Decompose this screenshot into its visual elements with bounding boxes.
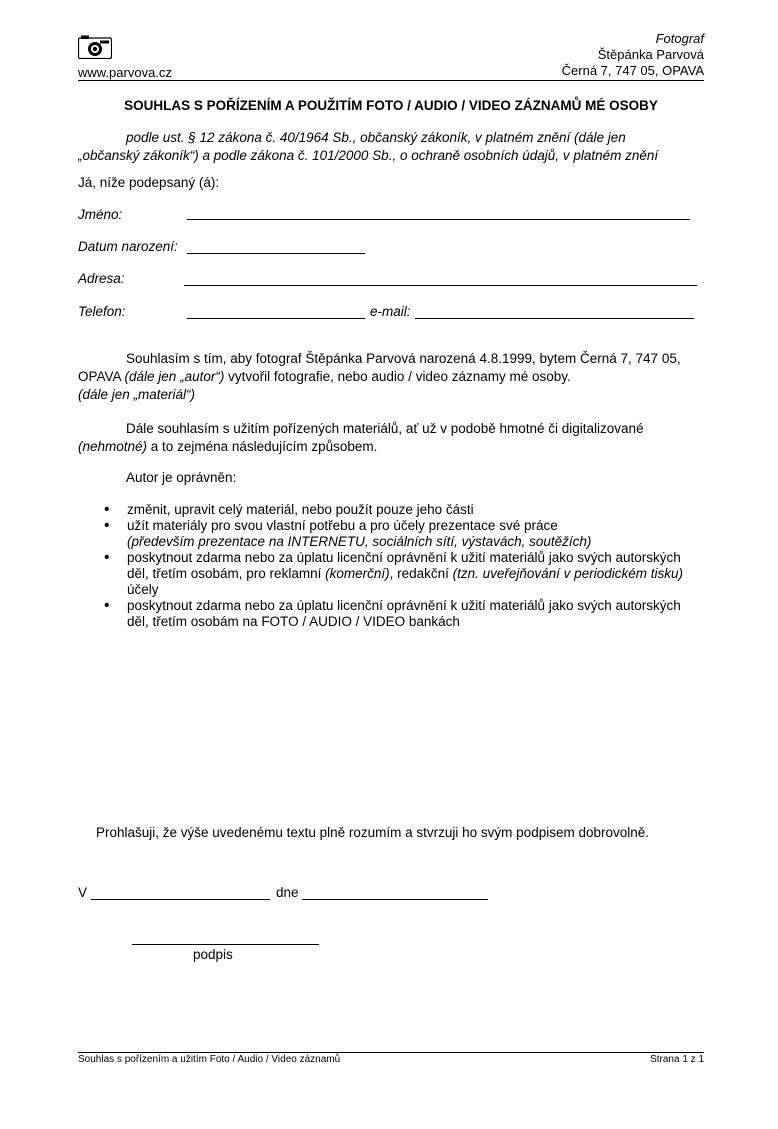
signature-field[interactable] [132,944,319,945]
name-field[interactable] [187,219,690,220]
header-address: Černá 7, 747 05, OPAVA [561,63,704,78]
header-contact [562,31,704,79]
place-label: V [78,885,88,900]
list-item: • poskytnout zdarma nebo za úplatu licenční oprávnění k užití materiálů jako svých autorských děl, třetím osobám na FOTO / AUDIO / VIDEO bankách [78,598,704,630]
list-item: • poskytnout zdarma nebo za úplatu licenční oprávnění k užití materiálů jako svých autorských děl, třetím osobám, pro reklamní (komerční), redakční (tzn. uveřejňování v periodickém tisku) účely [78,550,704,598]
consent-paragraph: Souhlasím s tím, aby fotograf Štěpánka Parvová narozená 4.8.1999, bytem Černá 7, 747 05, OPAVA (dále jen „autor“) vytvořil fotografie, nebo audio / video záznamy mé osoby. (dále jen „materiál“) [78,351,681,402]
date-field[interactable] [302,899,488,900]
header-role: Fotograf [655,31,704,46]
rights-heading: Autor je oprávněn: [126,470,237,485]
camera-icon [78,35,112,59]
birth-date-label: Datum narození: [78,239,178,254]
header-name: Štěpánka Parvová [597,47,704,62]
footer-title: Souhlas s pořízením a užitím Foto / Audio / Video záznamů [78,1054,341,1065]
header-divider [78,80,704,81]
name-label: Jméno: [78,207,123,222]
intro-text: Já, níže podepsaný (á): [78,175,220,190]
address-field[interactable] [184,285,697,286]
list-item: • změnit, upravit celý materiál, nebo použít pouze jeho části [78,502,704,518]
birth-date-field[interactable] [187,253,365,254]
email-field[interactable] [415,318,694,319]
list-item: • užít materiály pro svou vlastní potřebu a pro účely prezentace své práce (především prezentace na INTERNETU, sociálních sítí, výstavách, soutěžích) [78,518,704,550]
address-label: Adresa: [78,271,125,286]
phone-label: Telefon: [78,304,126,319]
rights-list [78,502,704,630]
place-field[interactable] [91,899,270,900]
footer-divider [78,1052,704,1053]
legal-basis: podle ust. § 12 zákona č. 40/1964 Sb., občanský zákoník, v platném znění (dále jen „občanský zákoník“) a podle zákona č. 101/2000 Sb., o ochraně osobních údajů, v platném znění [78,130,659,163]
date-label: dne [276,885,299,900]
website-link[interactable]: www.parvova.cz [78,65,172,80]
declaration-text: Prohlašuji, že výše uvedenému textu plně rozumím a stvrzuji ho svým podpisem dobrovolně. [96,825,650,840]
phone-field[interactable] [187,318,365,319]
page-number: Strana 1 z 1 [650,1054,704,1065]
usage-paragraph: Dále souhlasím s užitím pořízených materiálů, ať už v podobě hmotné či digitalizované (nehmotné) a to zejména následujícím způsobem. [78,421,644,454]
document-title: SOUHLAS S POŘÍZENÍM A POUŽITÍM FOTO / AUDIO / VIDEO ZÁZNAMŮ MÉ OSOBY [124,98,658,113]
email-label: e-mail: [370,304,411,319]
signature-label: podpis [193,947,233,962]
